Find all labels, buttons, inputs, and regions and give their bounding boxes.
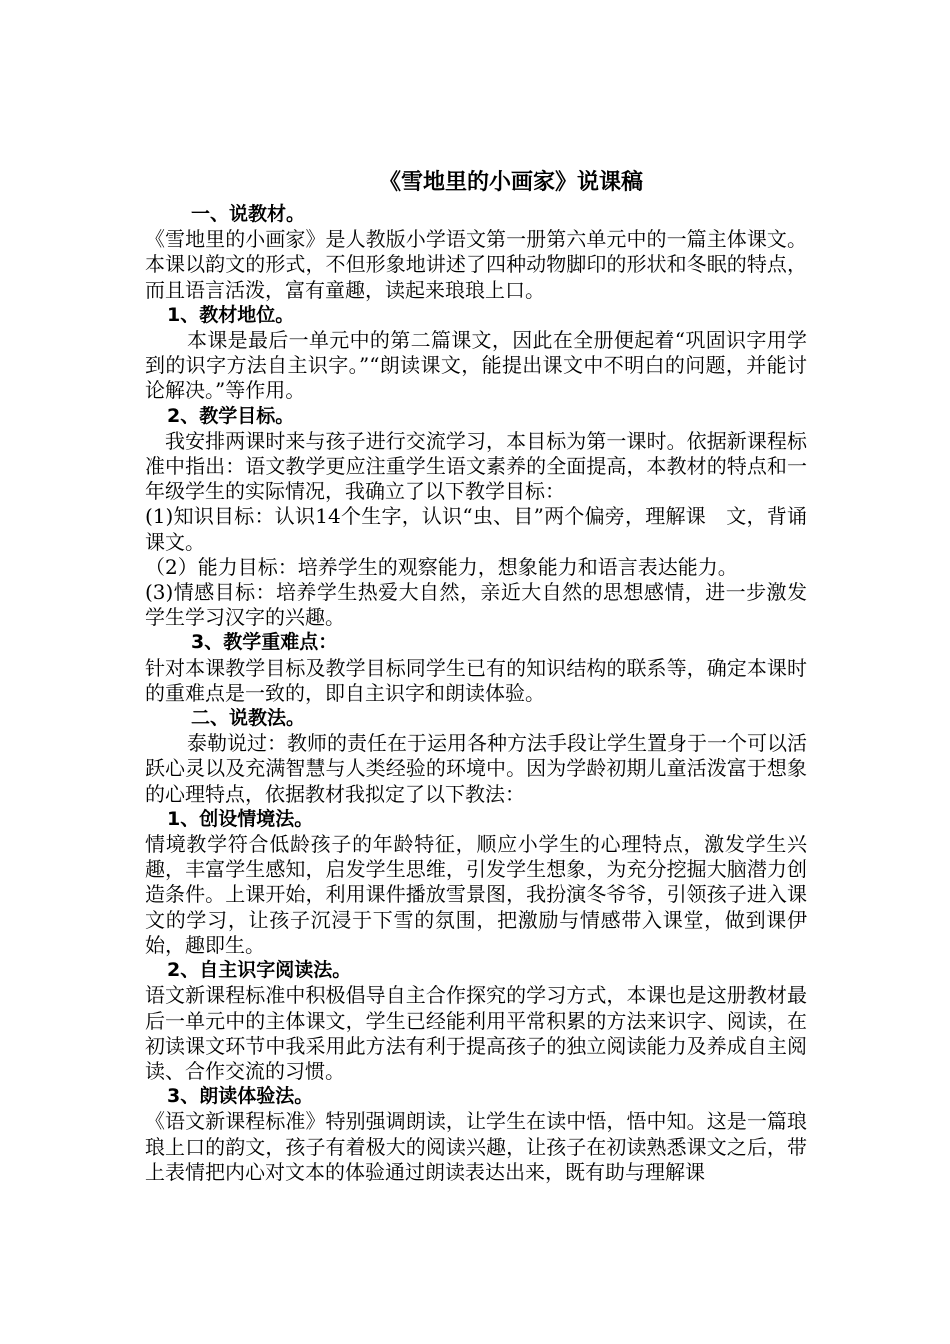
goal-ability: （2）能力目标：培养学生的观察能力，想象能力和语言表达能力。	[145, 554, 738, 579]
paragraph-read-aloud: 《语文新课程标准》特别强调朗读，让学生在读中悟，悟中知。这是一篇琅琅上口的韵文，孩子有着极大的阅读兴趣，让孩子在初读熟悉课文之后，带上表情把内心对文本的体验通过朗读表达出来，既有助与理解课	[145, 1109, 807, 1184]
goal-emotion: (3)情感目标：培养学生热爱大自然，亲近大自然的思想感情，进一步激发学生学习汉字的兴趣。	[145, 580, 807, 630]
paragraph-status: 本课是最后一单元中的第二篇课文，因此在全册便起着“巩固识字用学到的识字方法自主识字。”“朗读课文，能提出课文中不明白的问题，并能讨论解决。”等作用。	[145, 328, 807, 403]
goal-knowledge: (1)知识目标：认识14个生字，认识“虫、目”两个偏旁，理解课 文，背诵课文。	[145, 504, 807, 554]
section-heading-textbook: 一、说教材。	[191, 203, 306, 225]
paragraph-goals: 我安排两课时来与孩子进行交流学习，本目标为第一课时。依据新课程标准中指出：语文教学更应注重学生语文素养的全面提高，本教材的特点和一年级学生的实际情况，我确立了以下教学目标：	[145, 428, 807, 504]
subheading-situation: 1、创设情境法。	[167, 807, 314, 830]
paragraph-key-points: 针对本课教学目标及教学目标同学生已有的知识结构的联系等，确定本课时的重难点是一致的，即自主识字和朗读体验。	[145, 655, 807, 705]
subheading-key-points: 3、教学重难点：	[191, 631, 338, 654]
subheading-read-aloud: 3、朗读体验法。	[167, 1085, 314, 1108]
document-page	[145, 168, 807, 1185]
subheading-self-reading: 2、自主识字阅读法。	[167, 959, 352, 982]
paragraph-methods: 泰勒说过：教师的责任在于运用各种方法手段让学生置身于一个可以活跃心灵以及充满智慧与人类经验的环境中。因为学龄初期儿童活泼富于想象的心理特点，依据教材我拟定了以下教法：	[145, 731, 807, 806]
subheading-goals: 2、教学目标。	[167, 404, 295, 427]
document-title: 《雪地里的小画家》说课稿	[378, 170, 643, 195]
section-heading-methods: 二、说教法。	[191, 707, 306, 730]
paragraph-intro: 《雪地里的小画家》是人教版小学语文第一册第六单元中的一篇主体课文。本课以韵文的形式，不但形象地讲述了四种动物脚印的形状和冬眠的特点，而且语言活泼，富有童趣，读起来琅琅上口。	[145, 227, 807, 302]
paragraph-self-reading: 语文新课程标准中积极倡导自主合作探究的学习方式，本课也是这册教材最后一单元中的主体课文，学生已经能利用平常积累的方法来识字、阅读，在初读课文环节中我采用此方法有利于提高孩子的独立阅读能力及养成自主阅读、合作交流的习惯。	[145, 983, 807, 1083]
paragraph-situation: 情境教学符合低龄孩子的年龄特征，顺应小学生的心理特点，激发学生兴趣，丰富学生感知，启发学生思维，引发学生想象，为充分挖掘大脑潜力创造条件。上课开始，利用课件播放雪景图，我扮演冬爷爷，引领孩子进入课文的学习，让孩子沉浸于下雪的氛围，把激励与情感带入课堂，做到课伊始，趣即生。	[145, 832, 807, 957]
subheading-status: 1、教材地位。	[167, 303, 295, 326]
